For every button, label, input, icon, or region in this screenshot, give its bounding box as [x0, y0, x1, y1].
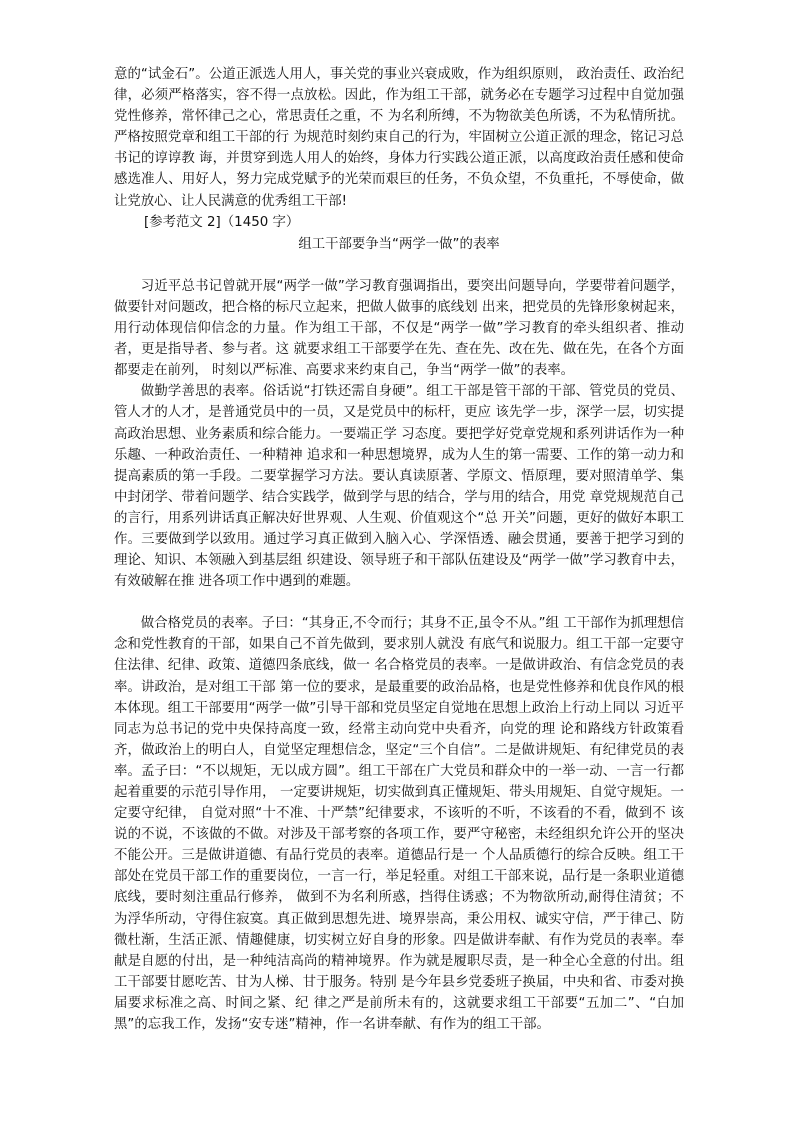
body-paragraph-1: 习近平总书记曾就开展“两学一做”学习教育强调指出，要突出问题导向，学要带着问题学，做要针对问题改，把合格的标尺立起来，把做人做事的底线划 出来，把党员的先锋形象树起来，用行动体现信仰信念的力量。作为组工干部，不仅是“两学一做”学习教育的牵头组织者、推动者，更是指导者、参与者。这 就要求组工干部要学在先、查在先、改在先、做在先，在各个方面都要走在前列， 时刻以严标准、高要求来约束自己，争当“两学一做”的表率。 — [114, 278, 684, 379]
document-body — [114, 64, 684, 1035]
reference-label: [参考范文 2]（1450 字） — [144, 214, 300, 230]
article-title: 组工干部要争当“两学一做”的表率 — [298, 236, 500, 252]
body-paragraph-3: 做合格党员的表率。子曰：“其身正,不令而行；其身不正,虽令不从。”组 工干部作为抓理想信念和党性教育的干部，如果自己不首先做到，要求别人就没 有底气和说服力。组工干部一定要守住法律、纪律、政策、道德四条底线，做一 名合格党员的表率。一是做讲政治、有信念党员的表率。讲政治，是对组工干部 第一位的要求，是最重要的政治品格，也是党性修养和优良作风的根本体现。组工干部要用“两学一做”引导干部和党员坚定自觉地在思想上政治上行动上同以 习近平同志为总书记的党中央保持高度一致，经常主动向党中央看齐，向党的理 论和路线方针政策看齐，做政治上的明白人，自觉坚定理想信念，坚定“三个自信”。二是做讲规矩、有纪律党员的表率。孟子曰：“不以规矩，无以成方圆”。组工干部在广大党员和群众中的一举一动、一言一行都起着重要的示范引导作用， 一定要讲规矩，切实做到真正懂规矩、带头用规矩、自觉守规矩。一定要守纪律， 自觉对照“十不准、十严禁”纪律要求，不该听的不听，不该看的不看，做到不 该说的不说，不该做的不做。对涉及干部考察的各项工作，要严守秘密，未经组织允许公开的坚决不能公开。三是做讲道德、有品行党员的表率。道德品行是一 个人品质德行的综合反映。组工干部处在党员干部工作的重要岗位，一言一行，举足轻重。对组工干部来说，品行是一条职业道德底线，要时刻注重品行修养， 做到不为名利所惑，挡得住诱惑；不为物欲所动,耐得住清贫；不为浮华所动，守得住寂寞。真正做到思想先进、境界崇高，秉公用权、诚实守信，严于律己、防 微杜渐，生活正派、情趣健康，切实树立好自身的形象。四是做讲奉献、有作为党员的表率。奉献是自愿的付出，是一种纯洁高尚的精神境界。作为就是履职尽责，是一种全心全意的付出。组工干部要甘愿吃苦、甘为人梯、甘于服务。特别 是今年县乡党委班子换届，中央和省、市委对换届要求标准之高、时间之紧、纪 律之严是前所未有的，这就要求组工干部要“五加二”、“白加黑”的忘我工作，发扬“安专迷”精神，作一名讲奉献、有作为的组工干部。 — [114, 616, 684, 1033]
body-paragraph-2: 做勤学善思的表率。俗话说“打铁还需自身硬”。组工干部是管干部的干部、管党员的党员、管人才的人才，是普通党员中的一员，又是党员中的标杆，更应 该先学一步，深学一层，切实提高政治思想、业务素质和综合能力。一要端正学 习态度。要把学好党章党规和系列讲话作为一种乐趣、一种政治责任、一种精神 追求和一种思想境界，成为人生的第一需要、工作的第一动力和提高素质的第一手段。二要掌握学习方法。要认真读原著、学原文、悟原理，要对照清单学、集 中封闭学、带着问题学、结合实践学，做到学与思的结合，学与用的结合，用党 章党规规范自己的言行，用系列讲话真正解决好世界观、人生观、价值观这个“总 开关”问题，更好的做好本职工作。三要做到学以致用。通过学习真正做到入脑入心、学深悟透、融会贯通，要善于把学习到的理论、知识、本领融入到基层组 织建设、领导班子和干部队伍建设及“两学一做”学习教育中去，有效破解在推 进各项工作中遇到的难题。 — [114, 384, 684, 590]
intro-paragraph: 意的“试金石”。公道正派选人用人，事关党的事业兴衰成败，作为组织原则， 政治责任、政治纪律，必须严格落实，容不得一点放松。因此，作为组工干部，就务必在专题学习过程中自觉加强党性修养，常怀律己之心，常思责任之重，不 为名利所缚，不为物欲美色所诱，不为私情所扰。严格按照党章和组工干部的行 为规范时刻约束自己的行为，牢固树立公道正派的理念，铭记习总书记的谆谆教 诲，并贯穿到选人用人的始终，身体力行实践公道正派，以高度政治责任感和使命感选准人、用好人，努力完成党赋予的光荣而艰巨的任务，不负众望，不负重托，不辱使命，做让党放心、让人民满意的优秀组工干部! — [114, 67, 684, 209]
